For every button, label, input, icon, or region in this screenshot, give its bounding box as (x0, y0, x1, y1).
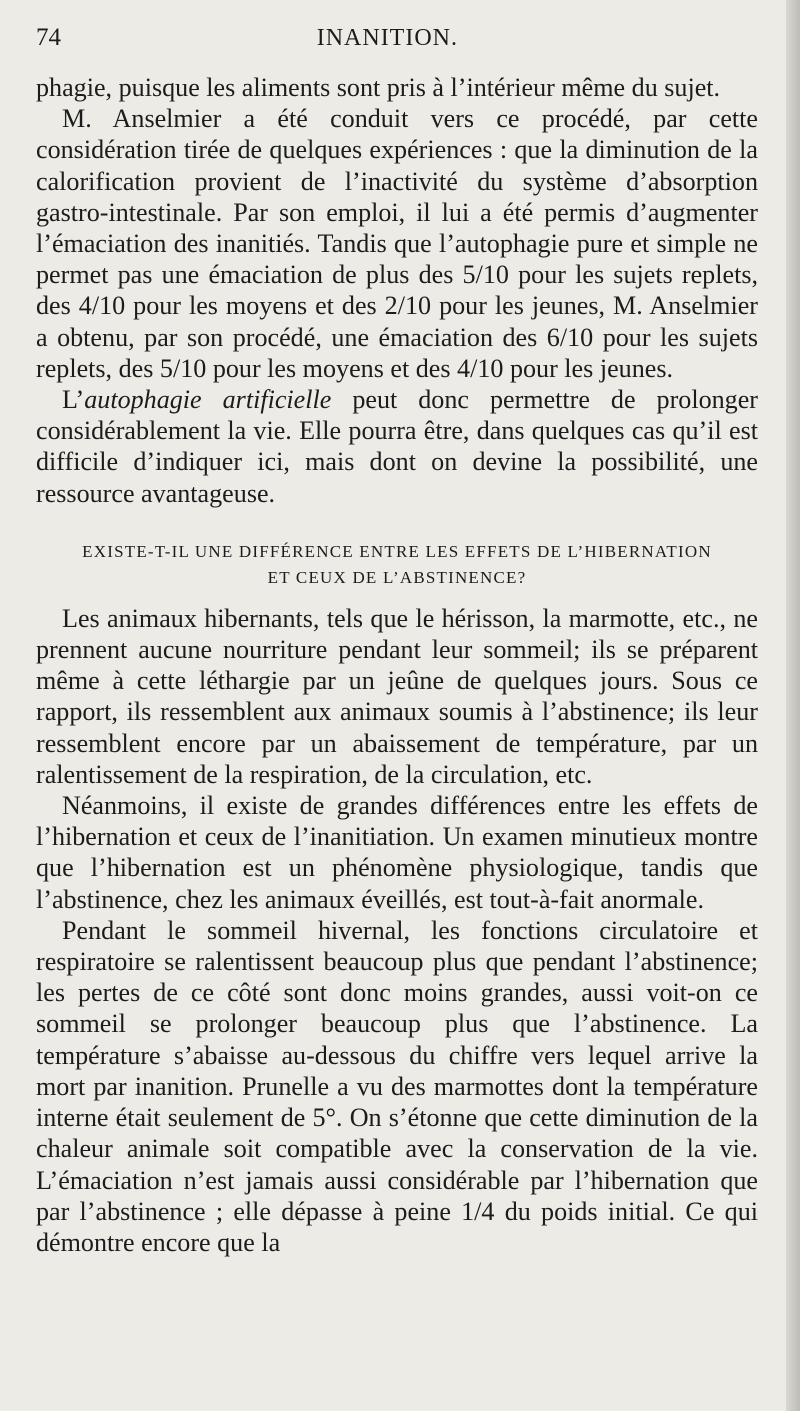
paragraph (36, 603, 758, 790)
paragraph (36, 103, 758, 384)
paragraph-text: peut donc permettre de prolonger considérablement la vie. Elle pourra être, dans quelques cas qu’il est difficile d’indiquer ici, mais dont on devine la possibilité, une ressource avantageuse. (36, 385, 758, 508)
section-heading-line: EXISTE-T-IL UNE DIFFÉRENCE ENTRE LES EFFETS DE L’HIBERNATION (82, 541, 712, 561)
italic-term: autophagie artificielle (84, 385, 332, 415)
page-edge (786, 0, 800, 1411)
text-block-before (36, 72, 758, 509)
running-title: INANITION. (316, 25, 458, 51)
paragraph (36, 915, 758, 1258)
paragraph-text: Pendant le sommeil hivernal, les fonctions circulatoire et respiratoire se ralentissent beaucoup plus que pendant l’abstinence; les pertes de ce côté sont donc moins grandes, aussi voit-on ce sommeil se prolonger beaucoup plus que l’abstinence. La température s’abaisse au-dessous du chiffre vers lequel arrive la mort par inanition. Prunelle a vu des marmottes dont la température interne était seulement de 5°. On s’étonne que cette diminution de la chaleur animale soit compatible avec la conservation de la vie. L’émaciation n’est jamais aussi considérable par l’hibernation que par l’abstinence ; elle dépasse à peine 1/4 du poids initial. Ce qui démontre encore que la (36, 915, 758, 1257)
paragraph-text: L’ (62, 385, 85, 415)
page-number: 74 (36, 24, 61, 51)
section-heading-line: ET CEUX DE L’ABSTINENCE? (267, 567, 527, 587)
paragraph-text: Néanmoins, il existe de grandes différences entre les effets de l’hibernation et ceux de l’inanitiation. Un examen minutieux montre que l’hibernation est un phénomène physiologique, tandis que l’abstinence, chez les animaux éveillés, est tout-à-fait anormale. (36, 791, 758, 914)
paragraph-text: Les animaux hibernants, tels que le hérisson, la marmotte, etc., ne prennent aucune nourriture pendant leur sommeil; ils se préparent même à cette léthargie par un jeûne de quelques jours. Sous ce rapport, ils ressemblent aux animaux soumis à l’abstinence; ils leur ressemblent encore par un abaissement de température, par un ralentissement de la respiration, de la circulation, etc. (36, 603, 758, 789)
paragraph-text: M. Anselmier a été conduit vers ce procédé, par cette considération tirée de quelques expériences : que la diminution de la calorification provient de l’inactivité du système d’absorption gastro-intestinale. Par son emploi, il lui a été permis d’augmenter l’émaciation des inanitiés. Tandis que l’autophagie pure et simple ne permet pas une émaciation de plus des 5/10 pour les sujets replets, des 4/10 pour les moyens et des 2/10 pour les jeunes, M. Anselmier a obtenu, par son procédé, une émaciation des 6/10 pour les sujets replets, des 5/10 pour les moyens et des 4/10 pour les jeunes. (36, 104, 758, 383)
paragraph (36, 72, 758, 103)
paragraph (36, 790, 758, 915)
paragraph (36, 384, 758, 509)
text-block-after (36, 603, 758, 1258)
page-header (36, 24, 758, 72)
paragraph-text: phagie, puisque les aliments sont pris à l’intérieur même du sujet. (36, 73, 721, 102)
section-heading (36, 539, 758, 591)
